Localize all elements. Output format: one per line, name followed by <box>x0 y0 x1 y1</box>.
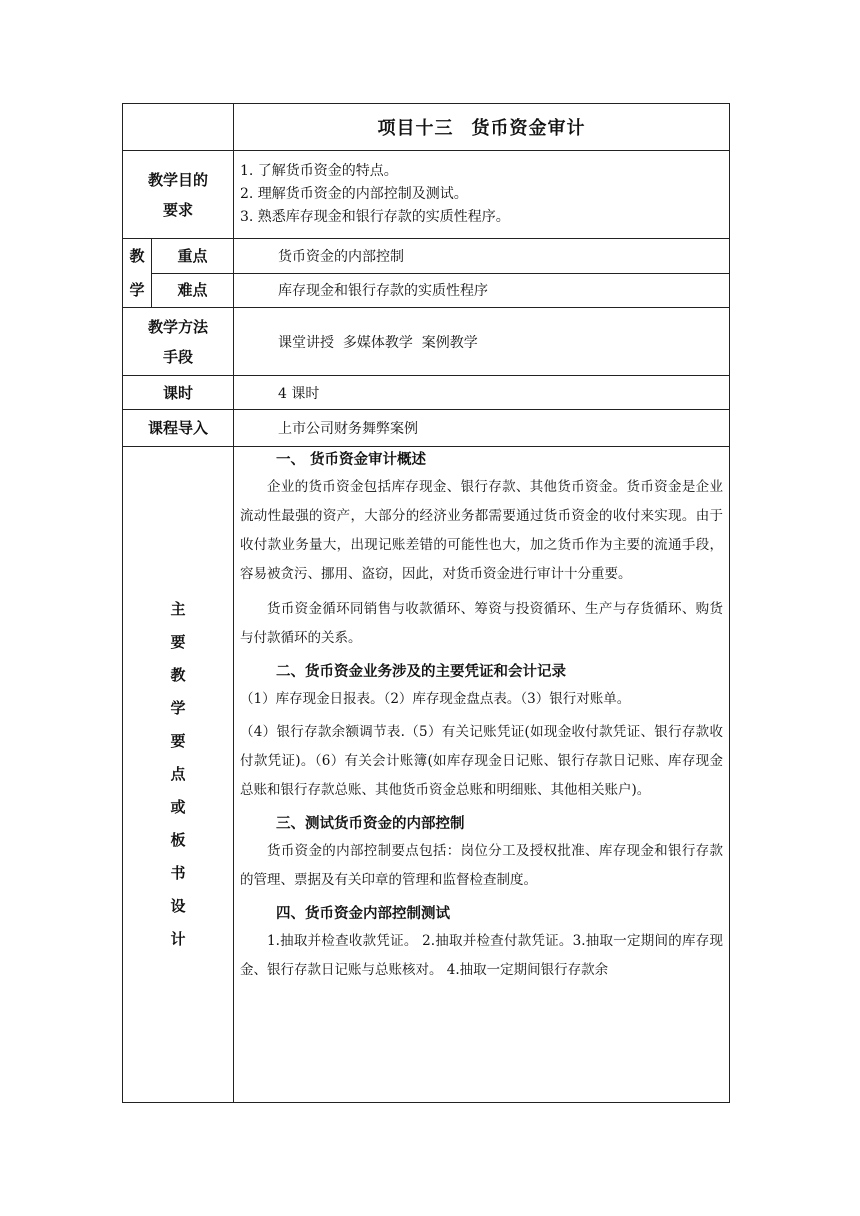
goals-row <box>123 151 730 239</box>
key-point-row <box>123 239 730 274</box>
method-value: 课堂讲授 多媒体教学 案例教学 <box>234 308 730 376</box>
main-content <box>234 447 730 1103</box>
difficulty-row <box>123 273 730 308</box>
key-point-label: 重点 <box>152 239 234 274</box>
section-heading: 二、货币资金业务涉及的主要凭证和会计记录 <box>276 663 566 680</box>
paragraph: （4）银行存款余额调节表.（5）有关记账凭证(如现金收付款凭证、银行存款收付款凭证)。（6）有关会计账簿(如库存现金日记账、银行存款日记账、库存现金总账和银行存款总账、其他货币资金总账和明细账、其他相关账户)。 <box>240 724 723 798</box>
main-content-row <box>123 447 730 1103</box>
difficulty-label: 难点 <box>152 273 234 308</box>
goal-item: 1. 了解货币资金的特点。 <box>240 163 398 179</box>
page-title <box>234 104 730 151</box>
hours-row <box>123 376 730 410</box>
hours-label: 课时 <box>123 376 234 410</box>
project-number: 项目十三 <box>377 118 454 139</box>
teaching-label: 教 学 <box>123 239 152 308</box>
goal-item: 3. 熟悉库存现金和银行存款的实质性程序。 <box>240 209 510 225</box>
main-content-label: 主 要 教 学 要 点 或 板 书 设 计 <box>123 447 234 1103</box>
section-heading: 四、货币资金内部控制测试 <box>276 905 450 922</box>
key-point-value: 货币资金的内部控制 <box>234 239 730 274</box>
project-name: 货币资金审计 <box>471 118 586 139</box>
paragraph: （1）库存现金日报表。（2）库存现金盘点表。（3）银行对账单。 <box>240 691 631 707</box>
goal-item: 2. 理解货币资金的内部控制及测试。 <box>240 186 468 202</box>
intro-row <box>123 410 730 447</box>
method-label: 教学方法 手段 <box>123 308 234 376</box>
section-heading: 一、 货币资金审计概述 <box>276 451 427 468</box>
lesson-plan-table <box>122 103 730 1103</box>
paragraph: 货币资金循环同销售与收款循环、筹资与投资循环、生产与存货循环、购货与付款循环的关系。 <box>240 601 723 646</box>
method-row <box>123 308 730 376</box>
title-empty-cell <box>123 104 234 151</box>
hours-value: 4 课时 <box>234 376 730 410</box>
intro-label: 课程导入 <box>123 410 234 447</box>
section-heading: 三、测试货币资金的内部控制 <box>276 815 465 832</box>
intro-value: 上市公司财务舞弊案例 <box>234 410 730 447</box>
goals-list <box>234 151 730 239</box>
paragraph: 货币资金的内部控制要点包括：岗位分工及授权批准、库存现金和银行存款的管理、票据及有关印章的管理和监督检查制度。 <box>240 843 723 888</box>
paragraph: 1.抽取并检查收款凭证。 2.抽取并检查付款凭证。3.抽取一定期间的库存现金、银行存款日记账与总账核对。 4.抽取一定期间银行存款余 <box>240 933 723 978</box>
goals-label: 教学目的 要求 <box>123 151 234 239</box>
difficulty-value: 库存现金和银行存款的实质性程序 <box>234 273 730 308</box>
paragraph: 企业的货币资金包括库存现金、银行存款、其他货币资金。货币资金是企业流动性最强的资产，大部分的经济业务都需要通过货币资金的收付来实现。由于收付款业务量大，出现记账差错的可能性也大，加之货币作为主要的流通手段，容易被贪污、挪用、盗窃，因此，对货币资金进行审计十分重要。 <box>240 479 723 582</box>
title-row <box>123 104 730 151</box>
